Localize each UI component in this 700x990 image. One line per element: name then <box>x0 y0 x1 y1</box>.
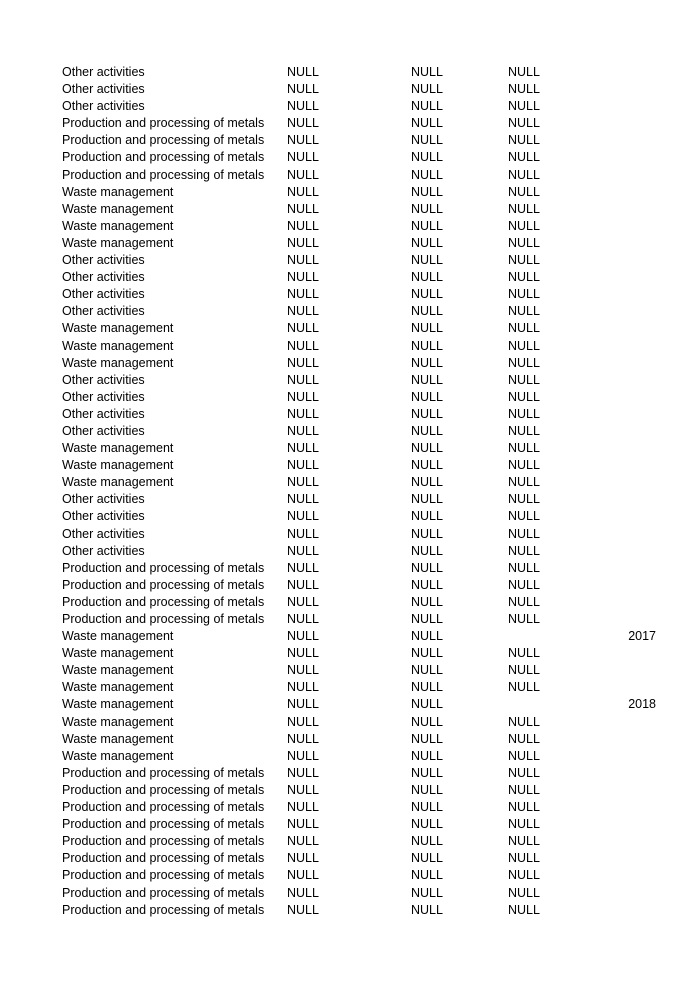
value-cell-2: NULL <box>411 594 443 609</box>
value-cell-2: NULL <box>411 629 443 644</box>
activity-cell: Production and processing of metals <box>62 167 265 182</box>
table-row <box>62 782 662 799</box>
table-row <box>62 201 662 218</box>
value-cell-1: NULL <box>287 184 319 199</box>
activity-cell: Other activities <box>62 65 145 79</box>
activity-cell: Production and processing of metals <box>62 150 265 165</box>
activity-cell: Other activities <box>62 389 145 404</box>
value-cell-1: NULL <box>287 885 319 900</box>
value-cell-3: NULL <box>508 218 540 233</box>
activity-cell: Waste management <box>62 731 174 746</box>
value-cell-3: NULL <box>508 731 540 746</box>
value-cell-1: NULL <box>287 167 319 182</box>
activity-cell: Production and processing of metals <box>62 116 265 131</box>
value-cell-1: NULL <box>287 834 319 849</box>
value-cell-2: NULL <box>411 82 443 97</box>
value-cell-1: NULL <box>287 868 319 883</box>
table-row <box>62 64 662 81</box>
table-row <box>62 902 662 919</box>
value-cell-3: NULL <box>508 612 540 626</box>
activity-cell: Production and processing of metals <box>62 782 265 797</box>
value-cell-1: NULL <box>287 133 319 148</box>
value-cell-2: NULL <box>411 389 443 404</box>
activity-cell: Production and processing of metals <box>62 577 265 592</box>
value-cell-2: NULL <box>411 184 443 199</box>
value-cell-1: NULL <box>287 526 319 541</box>
table-row <box>62 184 662 201</box>
value-cell-1: NULL <box>287 372 319 387</box>
value-cell-3: NULL <box>508 748 540 763</box>
activity-cell: Production and processing of metals <box>62 851 265 866</box>
value-cell-3: NULL <box>508 270 540 285</box>
value-cell-1: NULL <box>287 851 319 866</box>
value-cell-3: NULL <box>508 82 540 97</box>
value-cell-1: NULL <box>287 543 319 558</box>
table-row <box>62 850 662 867</box>
table-row <box>62 645 662 662</box>
value-cell-2: NULL <box>411 355 443 370</box>
value-cell-1: NULL <box>287 560 319 575</box>
activity-cell: Other activities <box>62 304 145 319</box>
value-cell-1: NULL <box>287 150 319 165</box>
activity-cell: Waste management <box>62 458 174 473</box>
value-cell-3: NULL <box>508 782 540 797</box>
value-cell-2: NULL <box>411 800 443 815</box>
activity-cell: Other activities <box>62 253 145 268</box>
value-cell-1: NULL <box>287 389 319 404</box>
year-cell: 2018 <box>628 697 656 712</box>
value-cell-2: NULL <box>411 543 443 558</box>
activity-cell: Production and processing of metals <box>62 765 265 780</box>
value-cell-2: NULL <box>411 372 443 387</box>
value-cell-3: NULL <box>508 133 540 148</box>
value-cell-3: NULL <box>508 116 540 131</box>
value-cell-2: NULL <box>411 817 443 832</box>
value-cell-1: NULL <box>287 782 319 797</box>
activity-cell: Production and processing of metals <box>62 902 265 917</box>
activity-cell: Production and processing of metals <box>62 800 265 815</box>
table-row <box>62 867 662 884</box>
value-cell-3: NULL <box>508 406 540 421</box>
value-cell-1: NULL <box>287 304 319 319</box>
table-row <box>62 218 662 235</box>
value-cell-2: NULL <box>411 287 443 302</box>
value-cell-1: NULL <box>287 748 319 763</box>
activity-cell: Production and processing of metals <box>62 560 265 575</box>
table-row <box>62 440 662 457</box>
table-row <box>62 235 662 252</box>
table-row <box>62 833 662 850</box>
value-cell-2: NULL <box>411 423 443 438</box>
value-cell-2: NULL <box>411 253 443 268</box>
table-row <box>62 662 662 679</box>
activity-cell: Other activities <box>62 423 145 438</box>
value-cell-1: NULL <box>287 458 319 473</box>
table-row <box>62 679 662 696</box>
activity-cell: Waste management <box>62 475 174 490</box>
value-cell-3: NULL <box>508 663 540 678</box>
value-cell-1: NULL <box>287 646 319 661</box>
value-cell-2: NULL <box>411 526 443 541</box>
value-cell-2: NULL <box>411 304 443 319</box>
value-cell-2: NULL <box>411 765 443 780</box>
year-cell: 2017 <box>628 629 656 644</box>
value-cell-1: NULL <box>287 714 319 729</box>
value-cell-1: NULL <box>287 629 319 644</box>
table-row <box>62 303 662 320</box>
table-row <box>62 320 662 337</box>
activity-cell: Production and processing of metals <box>62 868 265 883</box>
activity-cell: Waste management <box>62 235 174 250</box>
value-cell-2: NULL <box>411 509 443 524</box>
value-cell-1: NULL <box>287 253 319 268</box>
value-cell-2: NULL <box>411 577 443 592</box>
value-cell-1: NULL <box>287 697 319 712</box>
table-row <box>62 389 662 406</box>
activity-cell: Waste management <box>62 714 174 729</box>
table-row <box>62 269 662 286</box>
value-cell-3: NULL <box>508 560 540 575</box>
value-cell-1: NULL <box>287 441 319 456</box>
value-cell-3: NULL <box>508 577 540 592</box>
value-cell-3: NULL <box>508 543 540 558</box>
value-cell-1: NULL <box>287 287 319 302</box>
value-cell-3: NULL <box>508 646 540 661</box>
activity-cell: Waste management <box>62 441 174 456</box>
value-cell-3: NULL <box>508 99 540 114</box>
value-cell-1: NULL <box>287 680 319 695</box>
table-row <box>62 816 662 833</box>
value-cell-2: NULL <box>411 714 443 729</box>
table-row <box>62 765 662 782</box>
data-sheet <box>62 64 662 919</box>
activity-cell: Production and processing of metals <box>62 133 265 148</box>
value-cell-3: NULL <box>508 492 540 507</box>
activity-cell: Waste management <box>62 629 174 644</box>
activity-cell: Waste management <box>62 697 174 712</box>
value-cell-1: NULL <box>287 594 319 609</box>
table-row <box>62 885 662 902</box>
value-cell-2: NULL <box>411 748 443 763</box>
table-row <box>62 132 662 149</box>
value-cell-2: NULL <box>411 868 443 883</box>
value-cell-2: NULL <box>411 902 443 917</box>
value-cell-1: NULL <box>287 902 319 917</box>
value-cell-2: NULL <box>411 782 443 797</box>
value-cell-2: NULL <box>411 218 443 233</box>
table-row <box>62 474 662 491</box>
table-row <box>62 98 662 115</box>
value-cell-2: NULL <box>411 885 443 900</box>
table-row <box>62 372 662 389</box>
value-cell-3: NULL <box>508 885 540 900</box>
value-cell-1: NULL <box>287 99 319 114</box>
activity-cell: Production and processing of metals <box>62 817 265 832</box>
value-cell-1: NULL <box>287 817 319 832</box>
value-cell-2: NULL <box>411 834 443 849</box>
value-cell-3: NULL <box>508 800 540 815</box>
activity-cell: Waste management <box>62 218 174 233</box>
activity-cell: Production and processing of metals <box>62 594 265 609</box>
table-row <box>62 799 662 816</box>
activity-cell: Waste management <box>62 338 174 353</box>
value-cell-1: NULL <box>287 235 319 250</box>
value-cell-3: NULL <box>508 65 540 79</box>
activity-cell: Production and processing of metals <box>62 885 265 900</box>
value-cell-3: NULL <box>508 355 540 370</box>
value-cell-3: NULL <box>508 851 540 866</box>
value-cell-2: NULL <box>411 321 443 336</box>
value-cell-2: NULL <box>411 99 443 114</box>
value-cell-2: NULL <box>411 167 443 182</box>
value-cell-1: NULL <box>287 338 319 353</box>
activity-cell: Other activities <box>62 406 145 421</box>
table-row <box>62 286 662 303</box>
value-cell-3: NULL <box>508 338 540 353</box>
value-cell-1: NULL <box>287 82 319 97</box>
value-cell-3: NULL <box>508 475 540 490</box>
activity-cell: Waste management <box>62 748 174 763</box>
value-cell-3: NULL <box>508 423 540 438</box>
value-cell-3: NULL <box>508 235 540 250</box>
value-cell-1: NULL <box>287 201 319 216</box>
value-cell-1: NULL <box>287 475 319 490</box>
value-cell-2: NULL <box>411 475 443 490</box>
activity-cell: Production and processing of metals <box>62 612 265 626</box>
table-row <box>62 355 662 372</box>
value-cell-1: NULL <box>287 731 319 746</box>
activity-cell: Other activities <box>62 99 145 114</box>
value-cell-2: NULL <box>411 680 443 695</box>
value-cell-3: NULL <box>508 201 540 216</box>
activity-cell: Other activities <box>62 372 145 387</box>
value-cell-2: NULL <box>411 441 443 456</box>
value-cell-3: NULL <box>508 902 540 917</box>
table-row <box>62 748 662 765</box>
table-row <box>62 81 662 98</box>
table-row <box>62 406 662 423</box>
value-cell-2: NULL <box>411 560 443 575</box>
value-cell-2: NULL <box>411 201 443 216</box>
activity-cell: Waste management <box>62 680 174 695</box>
table-row <box>62 577 662 594</box>
value-cell-1: NULL <box>287 270 319 285</box>
value-cell-1: NULL <box>287 577 319 592</box>
value-cell-1: NULL <box>287 423 319 438</box>
table-row <box>62 149 662 166</box>
value-cell-2: NULL <box>411 133 443 148</box>
table-row <box>62 594 662 611</box>
table-row <box>62 696 662 713</box>
value-cell-2: NULL <box>411 646 443 661</box>
table-row <box>62 731 662 748</box>
table-row <box>62 252 662 269</box>
value-cell-3: NULL <box>508 304 540 319</box>
table-row <box>62 714 662 731</box>
value-cell-3: NULL <box>508 765 540 780</box>
value-cell-1: NULL <box>287 65 319 79</box>
table-row <box>62 508 662 525</box>
table-row <box>62 491 662 508</box>
activity-cell: Waste management <box>62 201 174 216</box>
value-cell-1: NULL <box>287 116 319 131</box>
value-cell-2: NULL <box>411 270 443 285</box>
table-row <box>62 628 662 645</box>
value-cell-3: NULL <box>508 441 540 456</box>
value-cell-2: NULL <box>411 663 443 678</box>
activity-cell: Waste management <box>62 184 174 199</box>
value-cell-3: NULL <box>508 253 540 268</box>
activity-cell: Other activities <box>62 287 145 302</box>
value-cell-3: NULL <box>508 526 540 541</box>
value-cell-2: NULL <box>411 697 443 712</box>
value-cell-1: NULL <box>287 492 319 507</box>
value-cell-3: NULL <box>508 594 540 609</box>
value-cell-3: NULL <box>508 287 540 302</box>
value-cell-3: NULL <box>508 321 540 336</box>
value-cell-3: NULL <box>508 817 540 832</box>
value-cell-3: NULL <box>508 509 540 524</box>
activity-cell: Other activities <box>62 492 145 507</box>
value-cell-1: NULL <box>287 509 319 524</box>
table-row <box>62 526 662 543</box>
table-row <box>62 543 662 560</box>
value-cell-3: NULL <box>508 150 540 165</box>
value-cell-3: NULL <box>508 167 540 182</box>
activity-cell: Other activities <box>62 270 145 285</box>
value-cell-2: NULL <box>411 338 443 353</box>
table-row <box>62 611 662 628</box>
value-cell-3: NULL <box>508 680 540 695</box>
table-row <box>62 115 662 132</box>
value-cell-3: NULL <box>508 868 540 883</box>
activity-cell: Production and processing of metals <box>62 834 265 849</box>
value-cell-2: NULL <box>411 116 443 131</box>
value-cell-1: NULL <box>287 800 319 815</box>
value-cell-3: NULL <box>508 714 540 729</box>
value-cell-2: NULL <box>411 150 443 165</box>
value-cell-3: NULL <box>508 834 540 849</box>
value-cell-1: NULL <box>287 765 319 780</box>
value-cell-1: NULL <box>287 612 319 626</box>
value-cell-2: NULL <box>411 612 443 626</box>
value-cell-3: NULL <box>508 184 540 199</box>
activity-cell: Waste management <box>62 646 174 661</box>
value-cell-2: NULL <box>411 458 443 473</box>
value-cell-2: NULL <box>411 235 443 250</box>
value-cell-1: NULL <box>287 406 319 421</box>
activity-cell: Other activities <box>62 543 145 558</box>
table-row <box>62 338 662 355</box>
activity-cell: Waste management <box>62 321 174 336</box>
value-cell-1: NULL <box>287 663 319 678</box>
value-cell-1: NULL <box>287 321 319 336</box>
value-cell-2: NULL <box>411 492 443 507</box>
activity-cell: Waste management <box>62 663 174 678</box>
table-row <box>62 457 662 474</box>
value-cell-1: NULL <box>287 355 319 370</box>
activity-cell: Waste management <box>62 355 174 370</box>
value-cell-2: NULL <box>411 65 443 79</box>
activity-cell: Other activities <box>62 509 145 524</box>
value-cell-3: NULL <box>508 389 540 404</box>
value-cell-3: NULL <box>508 458 540 473</box>
table-row <box>62 560 662 577</box>
table-row <box>62 167 662 184</box>
table-row <box>62 423 662 440</box>
activity-cell: Other activities <box>62 82 145 97</box>
value-cell-3: NULL <box>508 372 540 387</box>
value-cell-2: NULL <box>411 731 443 746</box>
activity-cell: Other activities <box>62 526 145 541</box>
value-cell-2: NULL <box>411 851 443 866</box>
value-cell-1: NULL <box>287 218 319 233</box>
value-cell-2: NULL <box>411 406 443 421</box>
